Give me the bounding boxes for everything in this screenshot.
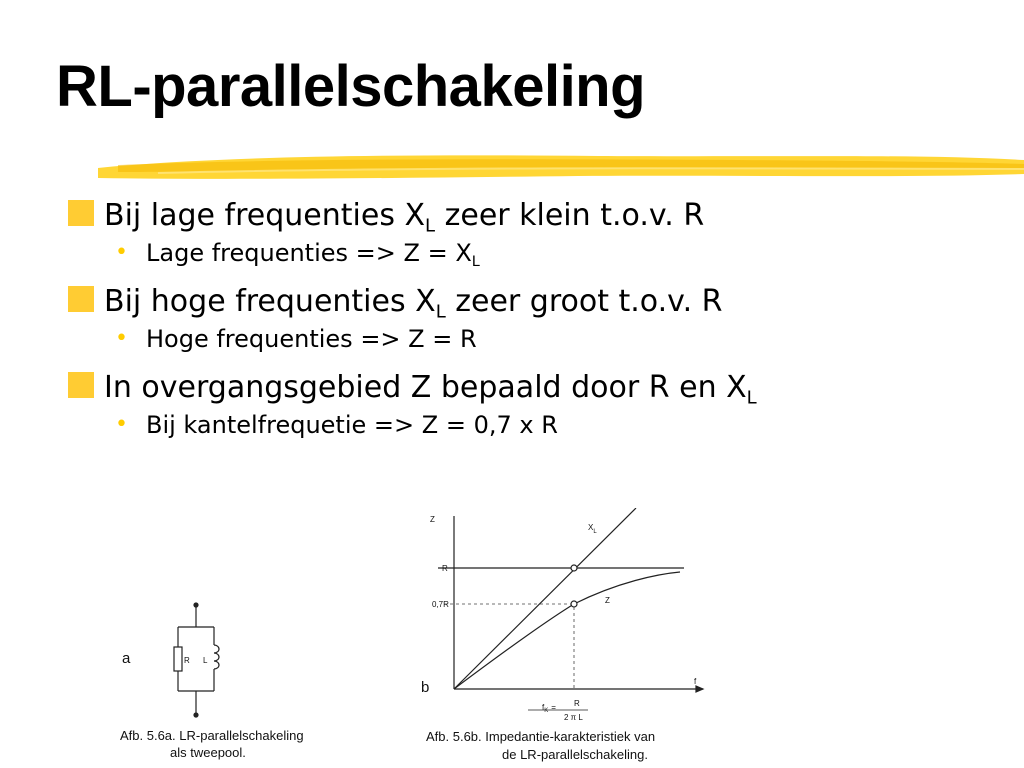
fk-numerator: R xyxy=(574,699,580,708)
figure-a-letter: a xyxy=(122,650,131,667)
bullet-1 xyxy=(68,196,968,236)
impedance-graph-figure xyxy=(418,508,713,765)
r-axis-label: R xyxy=(442,564,448,573)
square-bullet-icon xyxy=(68,200,94,226)
sub-bullet-1-subscript: L xyxy=(471,254,480,271)
figure-b-caption-1: Afb. 5.6b. Impedantie-karakteristiek van xyxy=(426,729,656,744)
resistor-label: R xyxy=(184,656,190,665)
sub-bullet-2-text: Hoge frequenties => Z = R xyxy=(146,325,477,353)
sub-bullet-2 xyxy=(68,322,968,356)
z-curve-label: Z xyxy=(605,596,610,605)
fk-label: $f_K$ = xyxy=(542,703,556,714)
bullet-3-text: In overgangsgebied Z bepaald door R en X xyxy=(104,370,747,405)
dot-bullet-icon: • xyxy=(115,326,128,351)
bullet-1-text-end: zeer klein t.o.v. R xyxy=(435,198,705,233)
figure-a-caption-1: Afb. 5.6a. LR-parallelschakeling xyxy=(120,728,304,743)
dot-bullet-icon: • xyxy=(115,240,128,265)
resistor-symbol xyxy=(174,647,182,671)
y-axis-label: Z xyxy=(430,515,435,524)
fk-denominator: 2 π L xyxy=(564,713,583,722)
yellow-brush-stroke xyxy=(98,148,1024,188)
bullet-3 xyxy=(68,368,968,408)
x-axis-label: f xyxy=(694,677,697,686)
bullet-2-text-end: zeer groot t.o.v. R xyxy=(445,284,723,319)
bullet-1-text: Bij lage frequenties X xyxy=(104,198,426,233)
square-bullet-icon xyxy=(68,286,94,312)
intersection-point xyxy=(571,565,577,571)
bullet-list xyxy=(68,196,968,454)
bullet-1-subscript: L xyxy=(425,215,436,237)
bullet-2 xyxy=(68,282,968,322)
top-terminal xyxy=(194,603,198,607)
figure-a-caption-2: als tweepool. xyxy=(170,745,246,760)
dot-bullet-icon: • xyxy=(115,412,128,437)
z-curve xyxy=(454,572,680,689)
circuit-diagram-figure xyxy=(112,595,352,765)
sub-bullet-1-text: Lage frequenties => Z = X xyxy=(146,239,472,267)
figure-b-letter: b xyxy=(421,679,430,696)
bullet-3-subscript: L xyxy=(746,387,757,409)
sub-bullet-1 xyxy=(68,236,968,270)
07r-axis-label: 0,7R xyxy=(432,600,449,609)
bottom-terminal xyxy=(194,713,198,717)
inductor-symbol xyxy=(214,645,219,669)
inductor-label: L xyxy=(203,656,208,665)
square-bullet-icon xyxy=(68,372,94,398)
bullet-2-text: Bij hoge frequenties X xyxy=(104,284,436,319)
bullet-2-subscript: L xyxy=(435,301,446,323)
xl-line-label: $X_L$ xyxy=(588,523,597,535)
sub-bullet-3-text: Bij kantelfrequetie => Z = 0,7 x R xyxy=(146,411,558,439)
kantel-point xyxy=(571,601,577,607)
sub-bullet-3 xyxy=(68,408,968,442)
slide-title: RL-parallelschakeling xyxy=(56,54,646,119)
figure-b-caption-2: de LR-parallelschakeling. xyxy=(502,747,648,762)
